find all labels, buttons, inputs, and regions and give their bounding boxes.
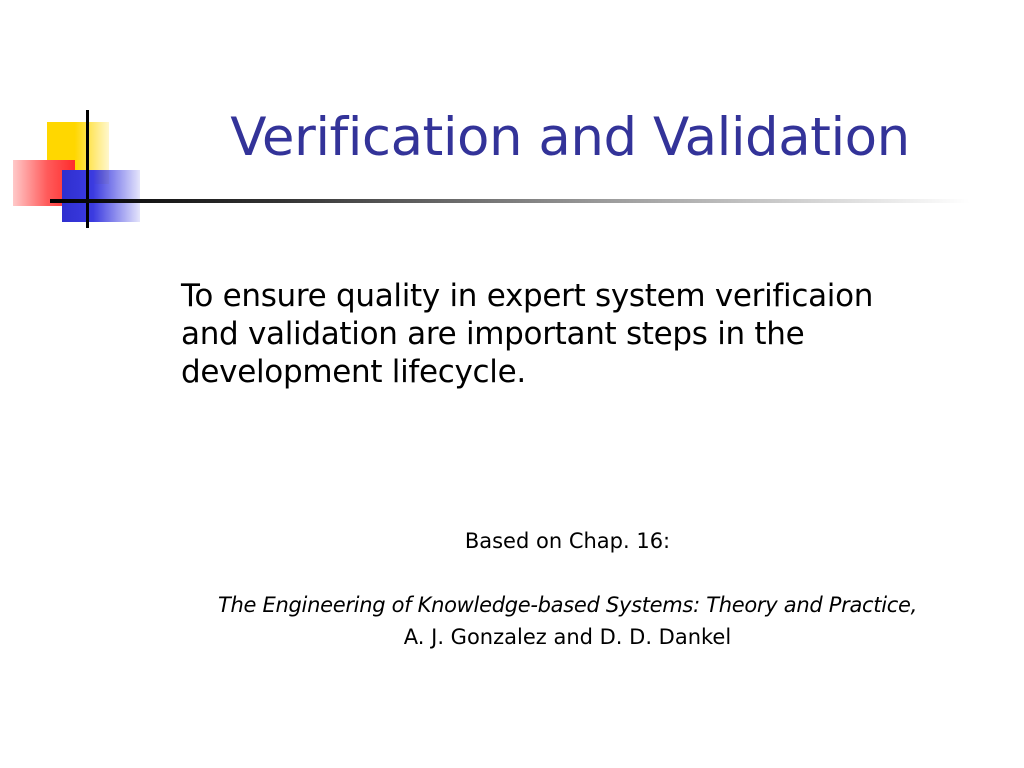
reference-authors: A. J. Gonzalez and D. D. Dankel bbox=[403, 625, 732, 649]
vertical-line-shape bbox=[86, 110, 89, 228]
slide-title: Verification and Validation bbox=[230, 107, 910, 168]
decorative-logo bbox=[0, 100, 160, 240]
title-divider bbox=[50, 199, 970, 203]
blue-square-shape bbox=[62, 170, 140, 222]
reference-book-title: The Engineering of Knowledge-based Systems: Theory and Practice, bbox=[218, 593, 917, 617]
slide-body-text bbox=[181, 277, 981, 391]
body-line: development lifecycle. bbox=[181, 354, 526, 390]
body-line: and validation are important steps in the bbox=[181, 316, 805, 352]
reference-block bbox=[150, 525, 985, 653]
reference-chapter: Based on Chap. 16: bbox=[464, 529, 671, 553]
body-line: To ensure quality in expert system verificaion bbox=[181, 278, 874, 314]
